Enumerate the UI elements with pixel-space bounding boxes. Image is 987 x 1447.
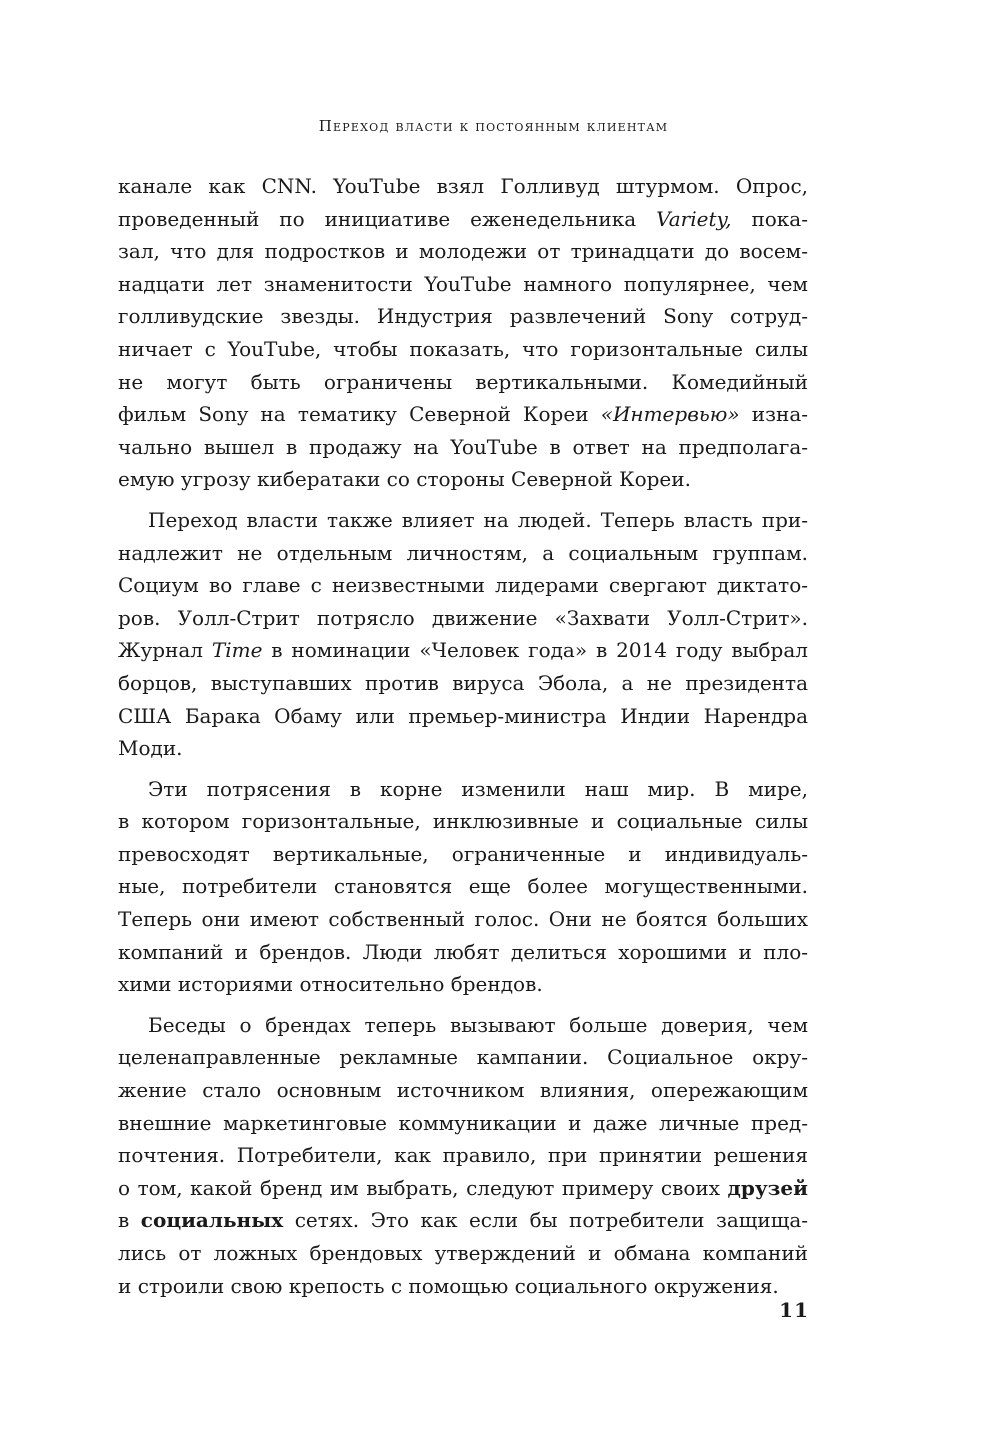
text-line: [118, 773, 808, 806]
body-text: [118, 170, 808, 1302]
text-run: канале как CNN. YouTube взял Голливуд штурмом. Опрос,: [118, 174, 808, 198]
running-head: Переход власти к постоянным клиентам: [318, 117, 669, 135]
text-run: Моди.: [118, 736, 183, 761]
text-run: в номинации «Человек года» в 2014 году выбрал: [262, 638, 808, 663]
text-line: [118, 1270, 808, 1303]
text-line: [118, 634, 808, 667]
text-run: надлежит не отдельным личностям, а социальным группам.: [118, 540, 808, 565]
bold-text: друзей: [727, 1175, 808, 1200]
text-run: изна-: [739, 402, 809, 427]
text-run: США Барака Обаму или премьер-министра Индии Нарендра: [118, 703, 808, 728]
text-line: [118, 1041, 808, 1074]
text-line: [118, 870, 808, 903]
italic-text: Time: [211, 638, 263, 663]
page-number: 11: [779, 1298, 809, 1322]
text-line: [118, 667, 808, 700]
text-run: в: [118, 1208, 141, 1233]
text-line: [118, 235, 808, 268]
text-line: [118, 463, 808, 496]
text-run: борцов, выступавших против вируса Эбола, а не президента: [118, 670, 808, 695]
text-run: пока-: [731, 206, 808, 231]
text-line: [118, 903, 808, 936]
text-run: ров. Уолл-Стрит потрясло движение «Захвати Уолл-Стрит».: [118, 605, 808, 630]
text-run: и строили свою крепость с помощью социального окружения.: [118, 1273, 779, 1298]
text-line: [118, 398, 808, 431]
text-line: [118, 1172, 808, 1205]
text-run: сетях. Это как если бы потребители защища-: [283, 1208, 808, 1233]
text-run: фильм Sony на тематику Северной Кореи: [118, 402, 601, 427]
text-run: зал, что для подростков и молодежи от тринадцати до восем-: [118, 239, 808, 264]
text-run: целенаправленные рекламные кампании. Социальное окру-: [118, 1045, 808, 1070]
bold-text: социальных: [140, 1208, 284, 1233]
text-line: [118, 366, 808, 399]
text-run: в котором горизонтальные, инклюзивные и социальные силы: [118, 809, 808, 834]
text-run: Журнал: [118, 638, 212, 663]
text-line: [118, 1009, 808, 1042]
text-run: лись от ложных брендовых утверждений и обмана компаний: [118, 1241, 808, 1265]
text-line: [118, 838, 808, 871]
text-run: Эти потрясения в корне изменили наш мир. В мире,: [148, 776, 808, 801]
paragraph: [118, 1009, 808, 1302]
text-run: превосходят вертикальные, ограниченные и индивидуаль-: [118, 841, 808, 866]
text-line: [118, 268, 808, 301]
text-run: компаний и брендов. Люди любят делиться хорошими и пло-: [118, 939, 808, 964]
text-line: [118, 936, 808, 969]
text-line: [118, 431, 808, 464]
text-run: хими историями относительно брендов.: [118, 972, 543, 997]
text-line: [118, 537, 808, 570]
text-line: [118, 732, 808, 765]
text-line: [118, 1204, 808, 1237]
text-run: внешние маркетинговые коммуникации и даже личные пред-: [118, 1110, 808, 1135]
text-run: Беседы о брендах теперь вызывают больше доверия, чем: [148, 1012, 808, 1037]
italic-text: Variety,: [656, 206, 732, 231]
text-line: [118, 170, 808, 203]
paragraph: [118, 170, 808, 496]
text-run: не могут быть ограничены вертикальными. Комедийный: [118, 369, 808, 394]
italic-text: «Интервью»: [600, 402, 740, 427]
text-run: ные, потребители становятся еще более могущественными.: [118, 874, 808, 899]
text-line: [118, 1074, 808, 1107]
text-run: жение стало основным источником влияния, опережающим: [118, 1078, 808, 1103]
text-line: [118, 300, 808, 333]
paragraph: [118, 773, 808, 1001]
text-line: [118, 333, 808, 366]
text-line: [118, 203, 808, 236]
text-line: [118, 569, 808, 602]
text-line: [118, 968, 808, 1001]
text-run: Переход власти также влияет на людей. Теперь власть при-: [148, 507, 808, 532]
text-run: емую угрозу кибератаки со стороны Северной Кореи.: [118, 467, 691, 492]
text-run: ничает с YouTube, чтобы показать, что горизонтальные силы: [118, 336, 808, 361]
text-line: [118, 1139, 808, 1172]
text-line: [118, 805, 808, 838]
text-run: почтения. Потребители, как правило, при принятии решения: [118, 1143, 808, 1168]
text-run: чально вышел в продажу на YouTube в ответ на предполага-: [118, 434, 808, 459]
text-run: проведенный по инициативе еженедельника: [118, 206, 657, 231]
text-line: [118, 602, 808, 635]
text-line: [118, 700, 808, 733]
text-run: о том, какой бренд им выбрать, следуют примеру своих: [118, 1175, 728, 1200]
text-line: [118, 1107, 808, 1140]
text-run: Социум во главе с неизвестными лидерами свергают диктато-: [118, 573, 808, 598]
text-run: Теперь они имеют собственный голос. Они не боятся больших: [118, 907, 808, 932]
text-line: [118, 504, 808, 537]
text-run: надцати лет знаменитости YouTube намного популярнее, чем: [118, 271, 808, 296]
paragraph: [118, 504, 808, 765]
text-line: [118, 1237, 808, 1270]
text-run: голливудские звезды. Индустрия развлечений Sony сотруд-: [118, 304, 808, 329]
